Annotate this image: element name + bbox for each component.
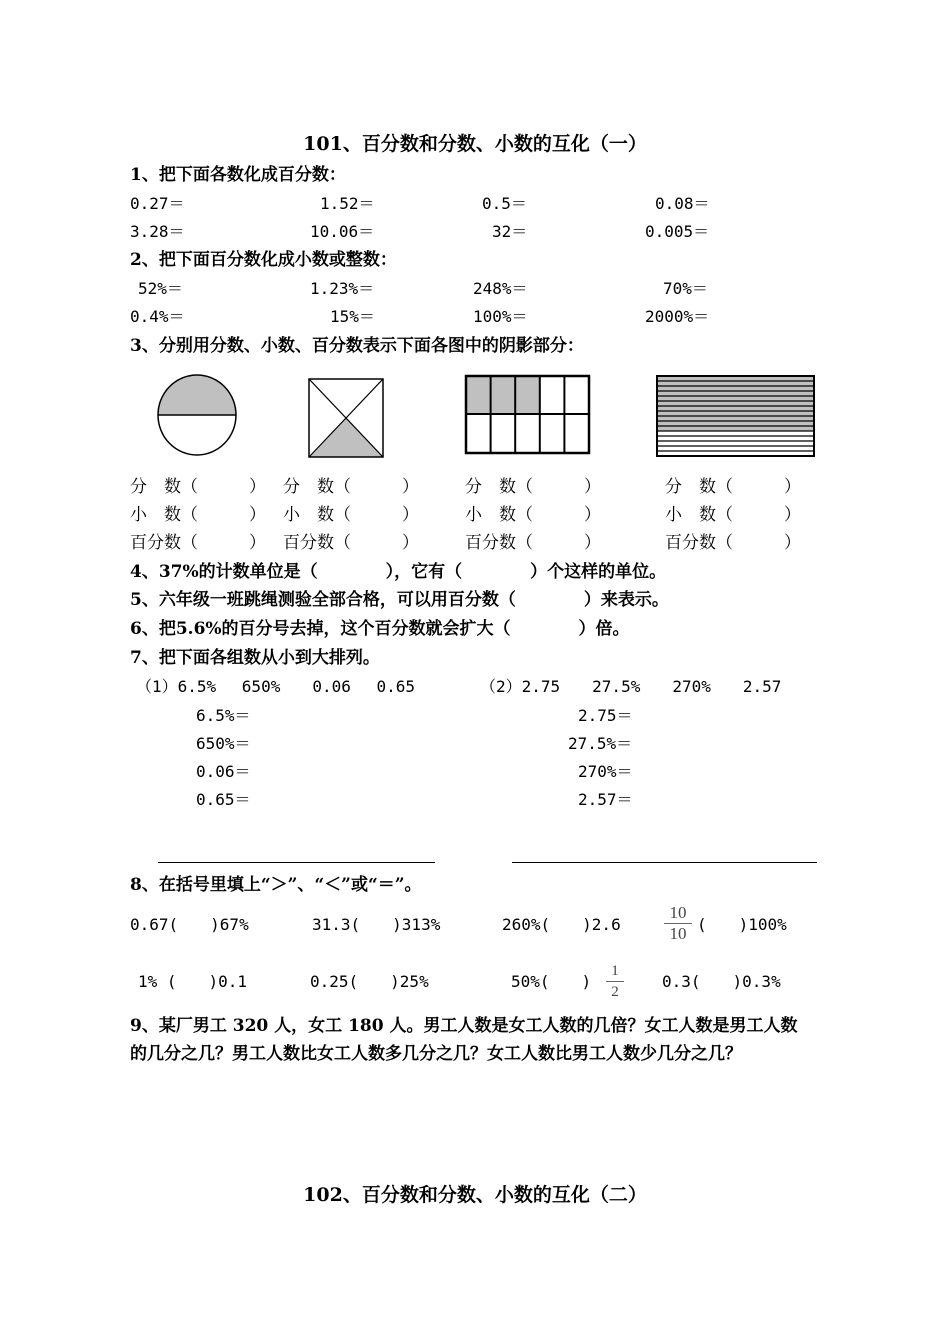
fraction-numerator: 10 (669, 903, 687, 922)
q3-heading: 3、分别用分数、小数、百分数表示下面各图中的阴影部分： (130, 336, 584, 356)
fig2-decimal-blank[interactable]: 小 数（ ） (283, 505, 419, 525)
fig1-fraction-blank[interactable]: 分 数（ ） (130, 477, 266, 497)
q7-group2-numbers: （2）2.75 27.5% 270% 2.57 (480, 677, 782, 696)
q2-item: 100%＝ (473, 307, 528, 326)
q7-g1-item: 0.06＝ (196, 762, 251, 781)
q2-item: 2000%＝ (645, 307, 710, 326)
q8-item[interactable]: 50%( ) (511, 972, 592, 991)
q5-text: 5、六年级一班跳绳测验全部合格，可以用百分数（ ）来表示。 (130, 590, 669, 610)
fig3-fraction-blank[interactable]: 分 数（ ） (465, 477, 601, 497)
q9-line-2: 的几分之几？男工人数比女工人数多几分之几？女工人数比男工人数少几分之几？ (130, 1044, 742, 1064)
half-shaded-circle-figure (156, 373, 238, 457)
q8-item[interactable]: 1% ( )0.1 (138, 972, 248, 991)
q1-item: 32＝ (492, 222, 528, 241)
q2-item: 0.4%＝ (130, 307, 185, 326)
fraction-denominator: 10 (669, 924, 687, 943)
q2-item: 15%＝ (330, 307, 375, 326)
q1-item: 0.005＝ (645, 222, 710, 241)
q8-item[interactable]: 0.25( )25% (310, 972, 429, 991)
q8-heading: 8、在括号里填上“＞”、“＜”或“＝”。 (130, 875, 422, 895)
fig4-percent-blank[interactable]: 百分数（ ） (665, 533, 801, 553)
q6-text: 6、把5.6%的百分号去掉，这个百分数就会扩大（ ）倍。 (130, 619, 630, 639)
q7-answer-line-2[interactable] (512, 862, 817, 863)
fraction-one-half (606, 962, 624, 1001)
fig4-decimal-blank[interactable]: 小 数（ ） (665, 505, 801, 525)
q7-answer-line-1[interactable] (158, 862, 435, 863)
q7-g2-item: 2.75＝ (578, 706, 633, 725)
q1-item: 0.5＝ (482, 194, 527, 213)
q7-group1-numbers: （1）6.5% 650% 0.06 0.65 (136, 677, 416, 696)
q2-item: 70%＝ (663, 279, 708, 298)
next-section-title: 102、百分数和分数、小数的互化（二） (303, 1184, 647, 1206)
striped-rectangle-figure (655, 374, 817, 458)
q2-item: 248%＝ (473, 279, 528, 298)
fig3-decimal-blank[interactable]: 小 数（ ） (465, 505, 601, 525)
q7-heading: 7、把下面各组数从小到大排列。 (130, 648, 380, 668)
square-quarter-shaded-figure (307, 377, 385, 459)
q2-item: 1.23%＝ (310, 279, 375, 298)
fig1-decimal-blank[interactable]: 小 数（ ） (130, 505, 266, 525)
q8-item[interactable]: 0.3( )0.3% (662, 972, 781, 991)
q7-g2-item: 270%＝ (578, 762, 633, 781)
q7-g2-item: 2.57＝ (578, 790, 633, 809)
fraction-numerator: 1 (611, 963, 619, 979)
fraction-ten-tenths (664, 904, 692, 943)
fig3-percent-blank[interactable]: 百分数（ ） (465, 533, 601, 553)
q1-heading: 1、把下面各数化成百分数： (130, 165, 346, 185)
q7-g1-item: 650%＝ (196, 734, 251, 753)
q8-item[interactable]: 260%( )2.6 (502, 915, 621, 934)
fig2-fraction-blank[interactable]: 分 数（ ） (283, 477, 419, 497)
fig2-percent-blank[interactable]: 百分数（ ） (283, 533, 419, 553)
q2-item: 52%＝ (138, 279, 183, 298)
q1-item: 0.08＝ (655, 194, 710, 213)
fig4-fraction-blank[interactable]: 分 数（ ） (665, 477, 801, 497)
q1-item: 1.52＝ (320, 194, 375, 213)
q1-item: 0.27＝ (130, 194, 185, 213)
q4-text: 4、37%的计数单位是（ ），它有（ ）个这样的单位。 (130, 562, 667, 582)
q1-item: 10.06＝ (310, 222, 375, 241)
fraction-denominator: 2 (611, 984, 619, 1000)
q7-g1-item: 6.5%＝ (196, 706, 251, 725)
page-title: 101、百分数和分数、小数的互化（一） (303, 133, 647, 155)
q9-line-1: 9、某厂男工 320 人，女工 180 人。男工人数是女工人数的几倍？女工人数是男工人数 (130, 1016, 798, 1036)
q7-g2-item: 27.5%＝ (568, 734, 633, 753)
q8-item[interactable]: 0.67( )67% (130, 915, 249, 934)
q8-item[interactable]: ( )100% (697, 915, 787, 934)
q2-heading: 2、把下面百分数化成小数或整数： (130, 250, 397, 270)
fig1-percent-blank[interactable]: 百分数（ ） (130, 533, 266, 553)
grid-three-tenths-figure (464, 374, 592, 456)
q7-g1-item: 0.65＝ (196, 790, 251, 809)
q1-item: 3.28＝ (130, 222, 185, 241)
q8-item[interactable]: 31.3( )313% (312, 915, 441, 934)
